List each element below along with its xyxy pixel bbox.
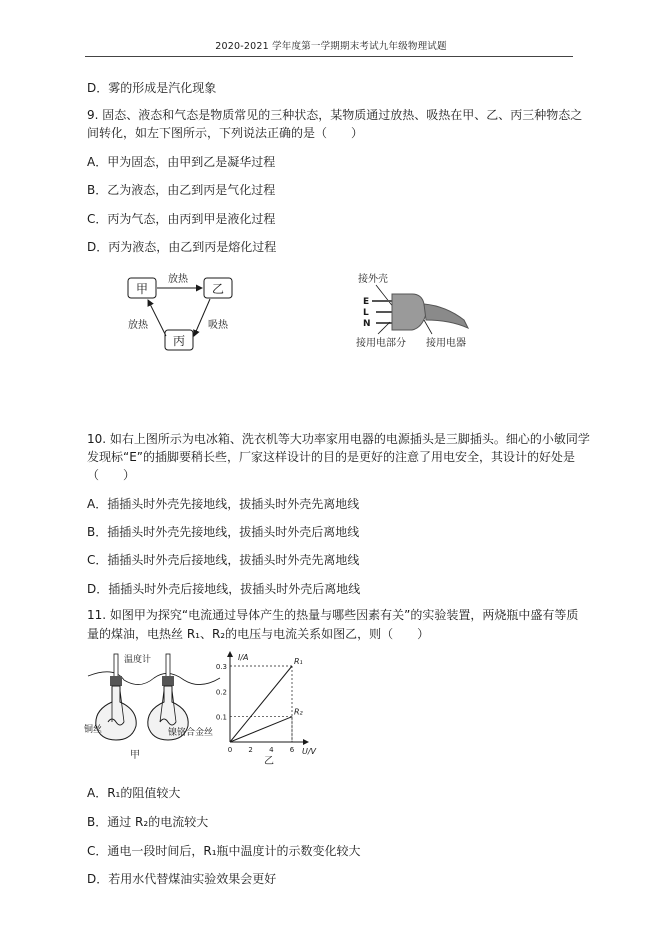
label-part: 接用电部分 [356,338,406,349]
label-shell: 接外壳 [358,274,388,285]
x-tick-label: 4 [269,746,274,754]
plug-body [392,294,426,330]
q10-option-a: A．插插头时外壳先接地线，拔插头时外壳先离地线 [87,497,360,511]
q10-stem-line3: （ ） [87,468,136,482]
q11-option-d: D．若用水代替煤油实验效果会更好 [87,872,277,886]
q10-option-d: D．插插头时外壳后接地线，拔插头时外壳后离地线 [87,582,361,596]
box-jia-label: 甲 [135,282,149,296]
label-top: 放热 [168,274,188,285]
page-header: 2020-2021 学年度第一学期期末考试九年级物理试题 [215,41,447,52]
phase-change-diagram [120,268,250,360]
stopper-left [110,676,122,686]
y-tick-label: 0.1 [215,713,227,722]
q11-option-b: B．通过 R₂的电流较大 [87,815,209,829]
q11-option-c: C．通电一段时间后，R₁瓶中温度计的示数变化较大 [87,844,361,858]
x-tick-label: 2 [248,746,253,754]
label-right: 吸热 [208,320,228,331]
x-axis-label: U/V [302,747,317,756]
pin-e-label: E [363,297,370,307]
box-yi-label: 乙 [211,282,225,296]
plug-cable [424,304,468,328]
series-label-2: R₂ [294,707,303,717]
x-tick-label: 0 [227,746,233,754]
label-appliance: 接用电器 [426,338,466,349]
iu-chart [212,650,332,766]
q8-option-d: D．雾的形成是汽化现象 [87,81,217,95]
pin-l-label: L [363,308,369,318]
y-tick-label: 0.2 [215,688,227,697]
q10-option-b: B．插插头时外壳先接地线，拔插头时外壳后离地线 [87,525,360,539]
q9-option-b: B．乙为液态，由乙到丙是气化过程 [87,183,276,197]
header-divider [85,56,573,57]
label-copper: 铜丝 [84,725,103,735]
q9-option-c: C．丙为气态，由丙到甲是液化过程 [87,212,276,226]
apparatus-figure [84,650,224,762]
q9-option-a: A．甲为固态，由甲到乙是凝华过程 [87,155,276,169]
q11-option-a: A．R₁的阻值较大 [87,786,181,800]
box-bing-label: 丙 [172,334,186,348]
q11-stem-line2: 量的煤油，电热丝 R₁、R₂的电压与电流关系如图乙，则（ ） [87,627,430,641]
caption-jia: 甲 [130,750,140,761]
label-thermometer: 温度计 [124,655,152,665]
q10-option-c: C．插插头时外壳后接地线，拔插头时外壳先离地线 [87,553,360,567]
q10-stem-line2: 发现标“E”的插脚要稍长些，厂家这样设计的目的是更好的注意了用电安全，其设计的好处是 [87,450,576,464]
y-tick-label: 0.3 [215,663,227,671]
q10-stem-line1: 10. 如右上图所示为电冰箱、洗衣机等大功率家用电器的电源插头是三脚插头。细心的小敏同学 [87,432,590,446]
pin-n-label: N [363,319,371,329]
circuit-wire [88,672,220,685]
series-label-1: R₁ [294,657,303,666]
arrow-bing-to-jia [148,300,166,336]
q9-option-d: D．丙为液态，由乙到丙是熔化过程 [87,240,277,254]
label-nicr: 镍铬合金丝 [168,728,214,738]
x-tick-label: 6 [289,746,295,754]
stopper-right [162,676,174,686]
series-line-1 [230,666,292,742]
plug-diagram [350,270,480,352]
q9-stem-line1: 9. 固态、液态和气态是物质常见的三种状态，某物质通过放热、吸热在甲、乙、丙三种物态之 [87,108,583,122]
q11-stem-line1: 11. 如图甲为探究“电流通过导体产生的热量与哪些因素有关”的实验装置，两烧瓶中盛有等质 [87,608,579,622]
caption-yi: 乙 [264,756,274,766]
series-line-2 [230,717,292,742]
label-left: 放热 [128,320,148,331]
y-axis-label: I/A [238,653,249,662]
q9-stem-line2: 间转化，如左下图所示，下列说法正确的是（ ） [87,126,364,140]
